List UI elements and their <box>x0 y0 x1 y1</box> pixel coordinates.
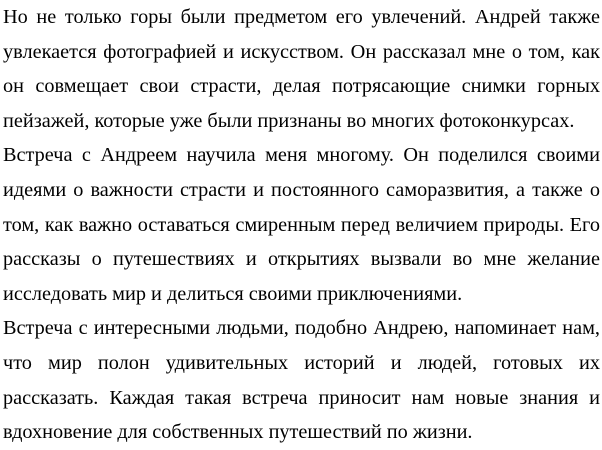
document-body <box>3 0 600 450</box>
paragraph-3: Встреча с интересными людьми, подобно Андрею, напоминает нам, что мир полон удивительных историй и людей, готовых их рассказать. Каждая такая встреча приносит нам новые знания и вдохновение для собственных путешествий по жизни. <box>3 317 600 444</box>
paragraph-1: Но не только горы были предметом его увлечений. Андрей также увлекается фотографией и искусством. Он рассказал мне о том, как он совмещает свои страсти, делая потрясающие снимки горных пейзажей, которые уже были признаны во многих фотоконкурсах. <box>3 6 600 132</box>
paragraph-2: Встреча с Андреем научила меня многому. Он поделился своими идеями о важности страсти и постоянного саморазвития, а также о том, как важно оставаться смиренным перед величием природы. Его рассказы о путешествиях и открытиях вызвали во мне желание исследовать мир и делиться своими приключениями. <box>3 144 600 305</box>
